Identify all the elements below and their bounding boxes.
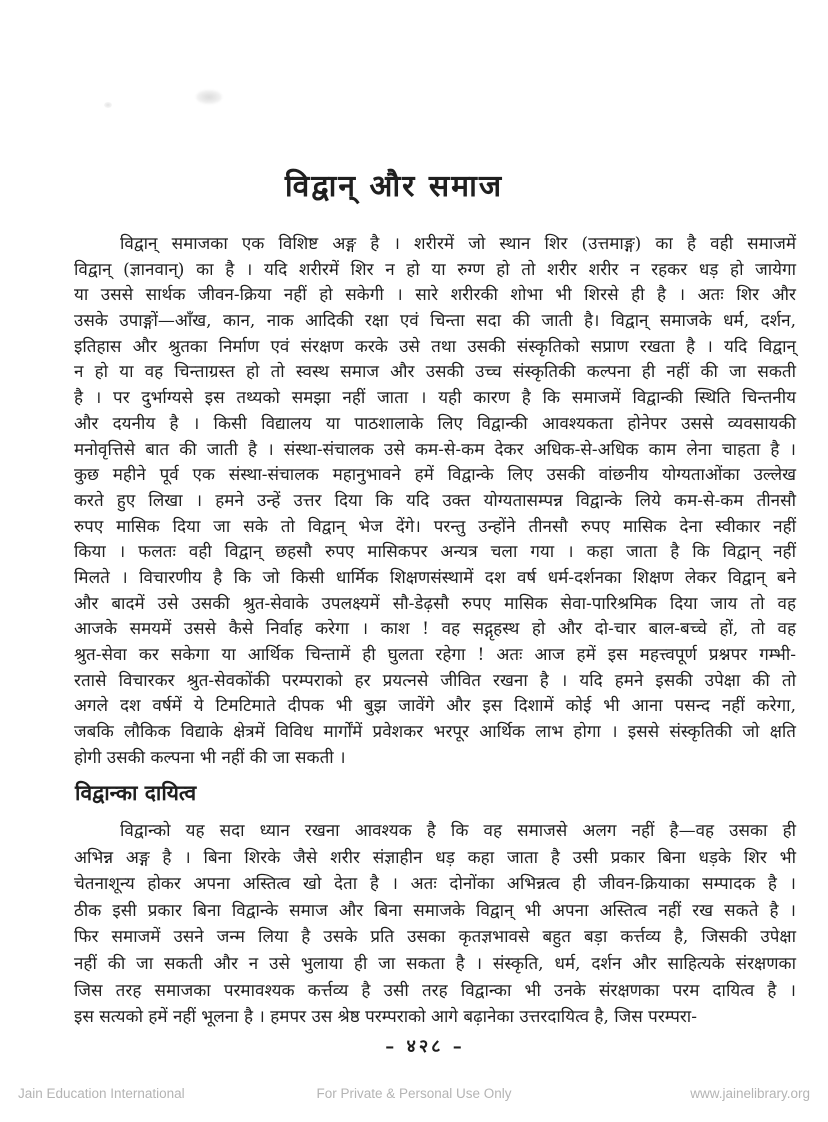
text-line: रतासे विचारकर श्रुत-सेवकोंकी परम्पराको हर प्रयत्नसे जीवित रखना है । यदि हमने इसकी उपेक्षा की तो <box>74 670 796 691</box>
footer-usage-note: For Private & Personal Use Only <box>316 1086 512 1101</box>
text-line: मिलते । विचारणीय है कि जो किसी धार्मिक शिक्षणसंस्थामें दश वर्ष धर्म-दर्शनका शिक्षण लेकर विद्वान् बने <box>74 567 796 588</box>
footer-website: www.jainelibrary.org <box>690 1086 810 1101</box>
text-line: कुछ महीने पूर्व एक संस्था-संचालक महानुभावने हमें विद्वान्के लिए उसकी वांछनीय योग्यताओंका उल्लेख <box>74 465 796 486</box>
text-line: है । पर दुर्भाग्यसे इस तथ्यको समझा नहीं जाता । यही कारण है कि समाजमें विद्वान्की स्थिति चिन्तनीय <box>74 388 796 409</box>
text-line: अगले दश वर्षमें ये टिमटिमाते दीपक भी बुझ जावेंगे और इस दिशामें कोई भी आना पसन्द नहीं करेगा, <box>74 696 796 717</box>
section-heading-scholars-duty: विद्वान्का दायित्व <box>75 780 197 805</box>
text-line: विद्वान् (ज्ञानवान्) का है । यदि शरीरमें शिर न हो या रुग्ण हो तो शरीर शरीर न रहकर धड़ हो जायेगा <box>74 259 796 280</box>
text-line: इस सत्यको हमें नहीं भूलना है । हमपर उस श्रेष्ठ परम्पराको आगे बढ़ानेका उत्तरदायित्व है, जिस परम्परा- <box>74 1007 697 1028</box>
text-line: इतिहास और श्रुतका निर्माण एवं संरक्षण करके उसे तथा उसकी संस्कृतिको सप्राण रखता है । यदि विद्वान् <box>74 336 796 357</box>
text-line: उसके उपाङ्गों—आँख, कान, नाक आदिकी रक्षा एवं चिन्ता सदा की जाती है। विद्वान् समाजके धर्म, दर्शन, <box>74 311 796 332</box>
text-line: न हो या वह चिन्ताग्रस्त हो तो स्वस्थ समाज और उसकी उच्च संस्कृतिकी कल्पना ही नहीं की जा सकती <box>74 362 796 383</box>
text-line: किया । फलतः वही विद्वान् छहसौ रुपए मासिकपर अन्यत्र चला गया । कहा जाता है कि विद्वान् नहीं <box>74 542 796 563</box>
text-line: मनोवृत्तिसे बात की जाती है । संस्था-संचालक उसे कम-से-कम देकर अधिक-से-अधिक काम लेना चाहता है । <box>74 439 796 460</box>
text-line: श्रुत-सेवा कर सकेगा या आर्थिक चिन्तामें ही घुलता रहेगा ! अतः आज हमें इस महत्त्वपूर्ण प्रश्नपर गम्भी- <box>74 645 796 665</box>
text-line: ठीक इसी प्रकार बिना विद्वान्के समाज और बिना समाजके विद्वान् भी अपना अस्तित्व नहीं रख सकते है । <box>74 900 796 921</box>
text-line: जिस तरह समाजका परमावश्यक कर्त्तव्य है उसी तरह विद्वान्का भी उनके संरक्षणका परम दायित्व है । <box>74 980 796 1001</box>
text-line: विद्वान्को यह सदा ध्यान रखना आवश्यक है कि वह समाजसे अलग नहीं है—वह उसका ही <box>120 821 796 841</box>
scan-footer <box>0 1086 828 1101</box>
text-line: रुपए मासिक दिया जा सके तो विद्वान् भेज देंगे। परन्तु उन्होंने तीनसौ रुपए मासिक देना स्वीकार नहीं <box>74 516 796 537</box>
text-line: चेतनाशून्य होकर अपना अस्तित्व खो देता है । अतः दोनोंका अभिन्नत्व ही जीवन-क्रियाका सम्पादक है । <box>74 874 796 895</box>
text-line: जबकि लौकिक विद्याके क्षेत्रमें विविध मार्गोंमें प्रवेशकर भरपूर आर्थिक लाभ होगा । इससे संस्कृतिकी जो क्षति <box>74 722 796 743</box>
text-line: करते हुए लिखा । हमने उन्हें उत्तर दिया कि यदि उक्त योग्यतासम्पन्न विद्वान्के लिये कम-से-कम तीनसौ <box>74 490 796 511</box>
scan-smudge <box>196 90 222 104</box>
text-line: या उससे सार्थक जीवन-क्रिया नहीं हो सकेगी । सारे शरीरकी शोभा भी शिरसे ही है । अतः शिर और <box>74 285 796 306</box>
page-title: विद्वान् और समाज <box>284 169 504 204</box>
text-line: फिर समाजमें उसने जन्म लिया है उसके प्रति उसका कृतज्ञभावसे बहुत बड़ा कर्त्तव्य है, जिसकी उपेक्षा <box>74 927 796 948</box>
text-line: और दयनीय है । किसी विद्यालय या पाठशालाके लिए विद्वान्की आवश्यकता होनेपर उससे व्यवसायकी <box>74 413 796 434</box>
page-number: – ४२८ – <box>385 1036 465 1057</box>
text-line: अभिन्न अङ्ग है । बिना शिरके जैसे शरीर संज्ञाहीन धड़ कहा जाता है उसी प्रकार बिना धड़के शिर भी <box>74 847 796 868</box>
text-line: आजके समयमें उससे कैसे निर्वाह करेगा । काश ! वह सद्गृहस्थ हो और दो-चार बाल-बच्चे हों, तो वह <box>74 619 796 640</box>
text-line: होगी उसकी कल्पना भी नहीं की जा सकती । <box>74 747 346 768</box>
paragraph-scholars-duty <box>74 818 796 1031</box>
paragraph-scholar-and-society <box>74 232 796 771</box>
scan-smudge <box>104 102 112 108</box>
text-line: नहीं की जा सकती और न उसे भुलाया ही जा सकता है । संस्कृति, धर्म, दर्शन और साहित्यके संरक्षणका <box>74 953 796 974</box>
footer-publisher: Jain Education International <box>18 1086 185 1101</box>
text-line: और बादमें उसे उसकी श्रुत-सेवाके उपलक्ष्यमें सौ-डेढ़सौ रुपए मासिक सेवा-पारिश्रमिक दिया जाय तो वह <box>74 593 796 614</box>
text-line: विद्वान् समाजका एक विशिष्ट अङ्ग है । शरीरमें जो स्थान शिर (उत्तमाङ्ग) का है वही समाजमें <box>120 234 796 254</box>
